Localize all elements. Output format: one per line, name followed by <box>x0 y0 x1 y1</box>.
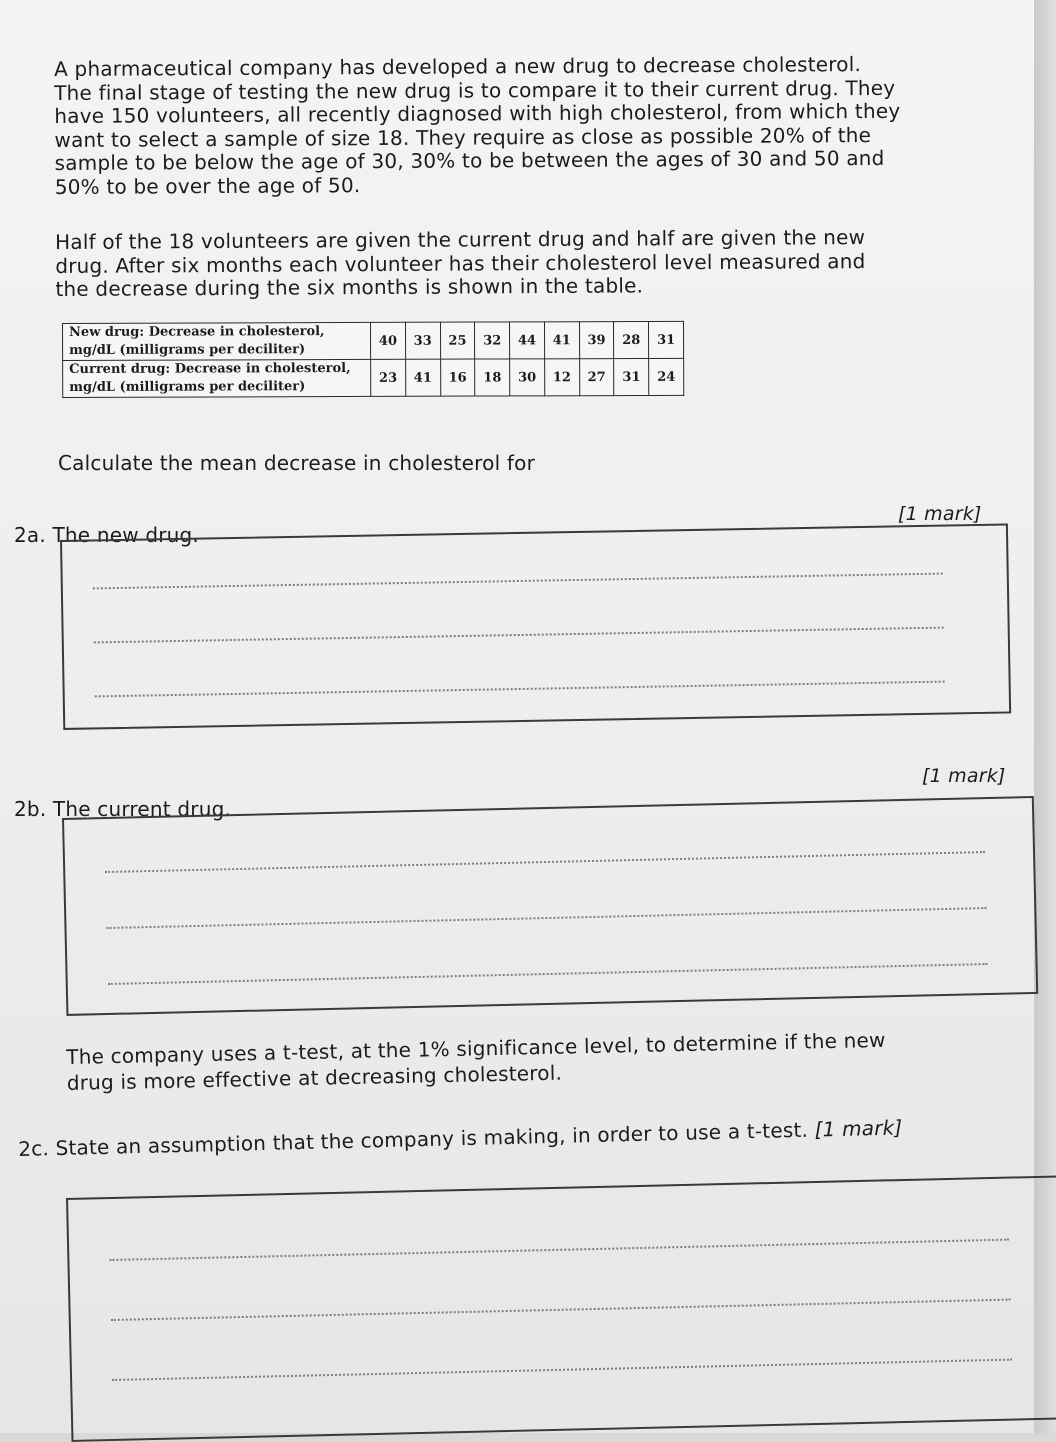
table-cell: 25 <box>440 322 475 359</box>
table-cell: 16 <box>440 359 475 396</box>
table-cell: 18 <box>475 359 510 396</box>
intro-line: drug. After six months each volunteer has their cholesterol level measured and <box>55 248 866 278</box>
row-label-line: Current drug: Decrease in cholesterol, <box>69 360 351 377</box>
intro-paragraph-2 <box>55 225 955 301</box>
table-cell: 41 <box>405 359 440 396</box>
row-label-line: mg/dL (milligrams per deciliter) <box>69 379 306 395</box>
q2c-mark: [1 mark] <box>814 1115 903 1142</box>
answer-line <box>111 1299 1011 1321</box>
intro-line: 50% to be over the age of 50. <box>54 172 361 199</box>
table-cell: 31 <box>649 321 684 358</box>
ttest-line: drug is more effective at decreasing cholesterol. <box>66 1060 563 1095</box>
table-cell: 23 <box>371 359 406 396</box>
table-cell: 33 <box>405 322 440 359</box>
answer-line <box>95 681 945 698</box>
intro-line: A pharmaceutical company has developed a new drug to decrease cholesterol. <box>53 52 862 81</box>
cholesterol-table <box>62 321 684 398</box>
table-cell: 31 <box>614 358 649 395</box>
row-label <box>63 322 371 360</box>
answer-line <box>93 573 943 590</box>
q2c-answer-box[interactable] <box>66 1175 1056 1441</box>
intro-line: The final stage of testing the new drug is to compare it to their current drug. They <box>54 75 896 105</box>
q2a-answer-box[interactable] <box>60 523 1011 730</box>
answer-line <box>112 1359 1012 1381</box>
table-cell: 39 <box>579 322 614 359</box>
q2b-mark: [1 mark] <box>922 765 1006 787</box>
answer-line <box>94 627 944 644</box>
q2b-label: 2b. The current drug. <box>14 797 232 821</box>
intro-line: have 150 volunteers, all recently diagnosed with high cholesterol, from which they <box>54 98 901 128</box>
table-cell: 30 <box>510 359 545 396</box>
answer-line <box>109 1239 1009 1261</box>
intro-line: Half of the 18 volunteers are given the current drug and half are given the new <box>55 225 866 254</box>
row-label-line: New drug: Decrease in cholesterol, <box>69 324 325 340</box>
table-cell: 12 <box>544 359 579 396</box>
table-cell: 40 <box>370 322 405 359</box>
intro-line: the decrease during the six months is shown in the table. <box>55 273 644 301</box>
q2a-mark: [1 mark] <box>898 503 982 525</box>
ttest-line: The company uses a t-test, at the 1% significance level, to determine if the new <box>66 1027 886 1069</box>
table-cell: 28 <box>614 321 649 358</box>
table-cell: 24 <box>649 358 684 395</box>
table-cell: 27 <box>579 359 614 396</box>
table-cell: 44 <box>510 322 545 359</box>
intro-text <box>54 53 955 302</box>
intro-line: want to select a sample of size 18. They require as close as possible 20% of the <box>54 122 872 152</box>
answer-line <box>106 907 986 929</box>
intro-paragraph-1 <box>54 53 955 199</box>
answer-line <box>105 851 985 873</box>
q2c-label: 2c. State an assumption that the company is making, in order to use a t-test. <box>18 1117 809 1161</box>
table-cell: 41 <box>544 322 579 359</box>
q2b-answer-box[interactable] <box>62 796 1038 1016</box>
intro-line: sample to be below the age of 30, 30% to be between the ages of 30 and 50 and <box>54 145 885 175</box>
row-label <box>63 359 371 397</box>
q2a-label: 2a. The new drug. <box>14 523 199 547</box>
answer-line <box>108 963 988 985</box>
table-row-current-drug <box>63 358 684 397</box>
calculate-prompt: Calculate the mean decrease in cholesterol for <box>58 451 536 475</box>
table-cell: 32 <box>475 322 510 359</box>
table-row-new-drug <box>63 321 684 360</box>
row-label-line: mg/dL (milligrams per deciliter) <box>69 342 306 358</box>
